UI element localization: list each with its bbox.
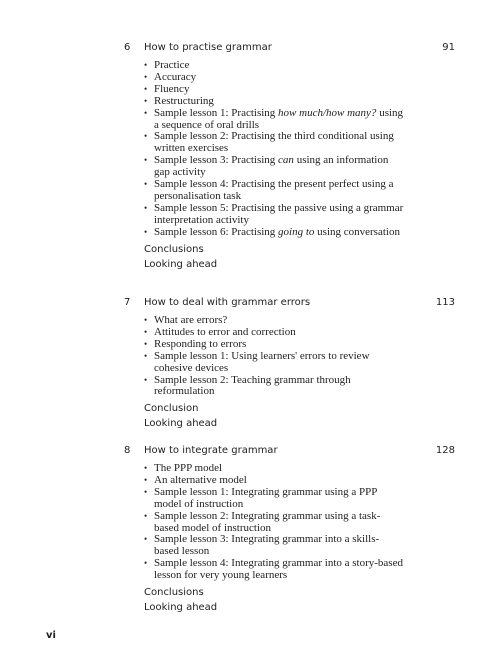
bullet-icon: • [144,179,148,190]
section-item [144,179,404,203]
chapter-heading [0,42,500,56]
item-text: Sample lesson 2: Teaching grammar through reformulation [154,373,351,398]
conclusion-entry: Conclusion [144,403,199,415]
item-text: Restructuring [154,94,214,107]
italic-text: how much/how many? [278,106,377,119]
bullet-icon: • [144,155,148,166]
item-text: Accuracy [154,70,197,83]
chapter-title: How to deal with grammar errors [144,297,311,308]
bullet-icon: • [144,131,148,142]
item-text: Responding to errors [154,337,247,350]
item-text: What are errors? [154,314,228,326]
item-text: Sample lesson 1: Practising [154,106,279,119]
item-text: The PPP model [154,462,223,474]
bullet-icon: • [144,350,148,361]
item-text: using a sequence of oral drills [154,106,404,131]
item-text: Sample lesson 3: Integrating grammar into a skills-based lesson [154,533,380,558]
bullet-icon: • [144,326,148,337]
chapter-page-number: 113 [435,297,455,308]
chapter-number: 7 [124,297,131,308]
item-text: Fluency [154,82,190,95]
bullet-icon: • [144,202,148,213]
item-text: Sample lesson 1: Using learners' errors to review cohesive devices [154,349,370,374]
section-item [144,375,404,399]
chapter-8 [0,445,500,615]
chapter-page-number: 91 [442,42,455,53]
chapter-heading [0,297,500,311]
item-text: Sample lesson 4: Integrating grammar into a story-based lesson for very young learners [154,557,403,582]
bullet-icon: • [144,315,148,325]
bullet-icon: • [144,463,148,473]
bullet-icon: • [144,558,148,569]
chapter-page-number: 128 [435,445,455,456]
bullet-icon: • [144,510,148,521]
item-text: using conversation [314,225,400,238]
section-item [144,534,404,558]
bullet-icon: • [144,60,148,70]
bullet-icon: • [144,534,148,545]
conclusion-entry: Conclusions [144,587,204,599]
chapter-title: How to integrate grammar [144,445,278,456]
section-item [144,203,404,227]
section-list [0,463,500,582]
item-text: Sample lesson 1: Integrating grammar using a PPP model of instruction [154,485,377,510]
chapter-title: How to practise grammar [144,42,272,53]
bullet-icon: • [144,107,148,118]
item-text: Attitudes to error and correction [154,325,296,338]
section-item [144,351,404,375]
bullet-icon: • [144,95,148,106]
section-list [0,315,500,398]
item-text: Sample lesson 5: Practising the passive using a grammar interpretation activity [154,201,404,226]
section-item [144,155,404,179]
looking-ahead-entry: Looking ahead [144,258,218,270]
item-text: using an information gap activity [154,154,389,179]
page-folio: vi [46,630,56,641]
chapter-number: 8 [124,445,131,456]
section-list [0,60,500,239]
looking-ahead-entry: Looking ahead [144,602,218,614]
chapter-number: 6 [124,42,131,53]
conclusion-entry: Conclusions [144,243,204,255]
item-text: Sample lesson 2: Integrating grammar using a task-based model of instruction [154,509,381,534]
item-text: Sample lesson 4: Practising the present perfect using a personalisation task [154,178,394,202]
italic-text: can [278,154,294,167]
item-text: An alternative model [154,473,247,486]
bullet-icon: • [144,83,148,94]
section-item [144,511,404,535]
item-text: Sample lesson 6: Practising [154,225,279,238]
chapter-6 [0,42,500,272]
item-text: Sample lesson 3: Practising [154,154,279,167]
section-item [144,558,404,582]
section-item [144,108,404,132]
looking-ahead-entry: Looking ahead [144,418,218,430]
section-item [144,487,404,511]
item-text: Sample lesson 2: Practising the third conditional using written exercises [154,130,394,155]
bullet-icon: • [144,226,148,237]
bullet-icon: • [144,338,148,349]
section-item [144,131,404,155]
bullet-icon: • [144,374,148,385]
italic-text: going to [278,225,315,238]
chapter-heading [0,445,500,459]
bullet-icon: • [144,474,148,485]
item-text: Practice [154,59,190,71]
section-item [144,227,404,239]
bullet-icon: • [144,71,148,82]
chapter-7 [0,297,500,431]
bullet-icon: • [144,486,148,497]
